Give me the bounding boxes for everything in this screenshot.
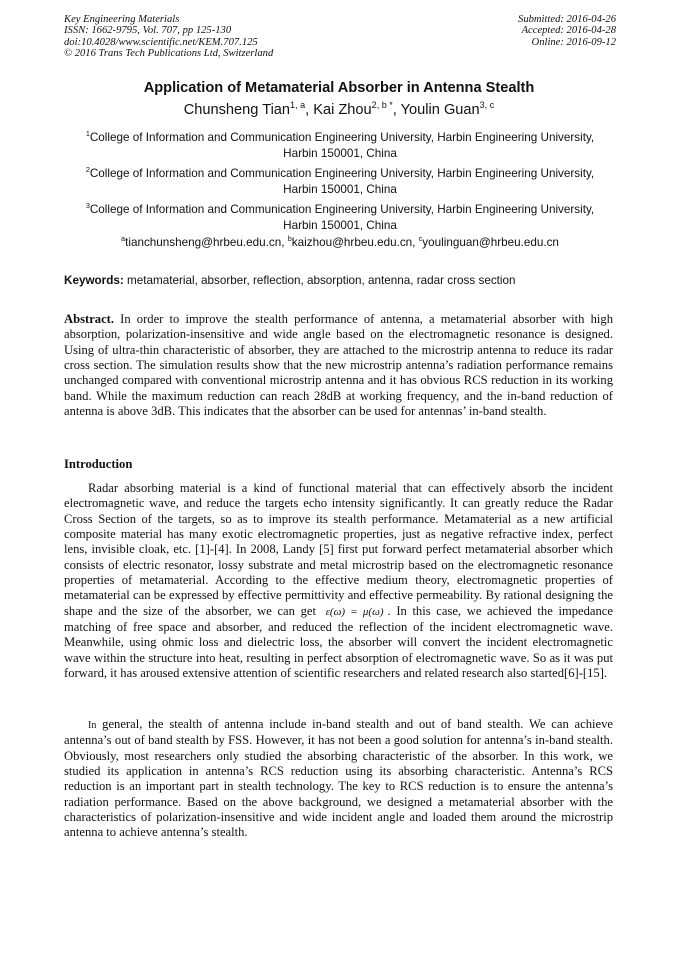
dates-header <box>518 14 616 48</box>
affiliation-line: Harbin 150001, China <box>283 183 397 196</box>
affiliation-line: College of Information and Communication Engineering University, Harbin Engineering University, <box>89 167 595 180</box>
equation: ε(ω) = μ(ω) <box>325 605 384 618</box>
journal-copyright: © 2016 Trans Tech Publications Ltd, Switzerland <box>64 48 274 60</box>
accepted-date: Accepted: 2016-04-28 <box>521 25 616 37</box>
paragraph-lead: In <box>88 720 97 731</box>
author-name: Kai Zhou <box>313 102 372 118</box>
email-link[interactable]: kaizhou@hrbeu.edu.cn <box>291 236 413 249</box>
journal-issn: ISSN: 1662-9795, Vol. 707, pp 125-130 <box>64 25 232 37</box>
email-sup: b <box>287 234 292 244</box>
author-sup: 3, c <box>479 100 495 111</box>
email-link[interactable]: tianchunsheng@hrbeu.edu.cn <box>125 236 282 249</box>
affiliation-sup: 3 <box>85 201 90 211</box>
affiliation-line: Harbin 150001, China <box>283 147 397 160</box>
paragraph-text: general, the stealth of antenna include in-band stealth and out of band stealth. We can achieve antenna’s out of band stealth by FSS. However, it has not been a good solution for antenna’s in-band stealth. Obviously, most researchers only studied the absorbing characteristic of the absorber. In this work, we studied its application in antenna’s RCS reduction using its absorbing characteristic. Antenna’s RCS reduction is an important part in stealth technology. The key to RCS reduction is to ensure the antenna’s radiation performance. Based on the above background, we designed a metamaterial absorber with the characteristics of polarization-insensitive and wide incident angle and loaded them around the microstrip antenna to achieve antenna’s stealth. <box>64 717 613 840</box>
keywords-text: metamaterial, absorber, reflection, absorption, antenna, radar cross section <box>127 274 516 287</box>
affiliation-line: College of Information and Communication Engineering University, Harbin Engineering University, <box>89 131 595 144</box>
author-sup: 2, b * <box>371 100 393 111</box>
email-list: $^a$tianchunsheng@hrbeu.edu.cn, $^b$kaizhou@hrbeu.edu.cn, $^c$youlinguan@hrbeu.edu.cn <box>121 234 559 249</box>
journal-header <box>64 14 273 60</box>
email-sup: c <box>418 234 423 244</box>
keywords-line <box>64 274 616 287</box>
affiliation-line: Harbin 150001, China <box>283 219 397 232</box>
section-heading: Introduction <box>64 457 133 471</box>
keywords-label: Keywords: <box>64 274 124 287</box>
abstract <box>64 312 613 419</box>
journal-doi[interactable]: doi:10.4028/www.scientific.net/KEM.707.125 <box>64 36 258 48</box>
paper-title: Application of Metamaterial Absorber in Antenna Stealth <box>143 80 535 96</box>
affiliation-line: College of Information and Communication Engineering University, Harbin Engineering University, <box>89 203 595 216</box>
author-name: Chunsheng Tian <box>183 102 291 118</box>
paragraph-text: . In this case, we achieved the impedance matching of free space and absorber, and reduced the reflection of the incident electromagnetic wave. Meanwhile, using ohmic loss and dielectric loss, the absorber will convert the incident electromagnetic wave within the structure into heat, resulting in perfect absorption of electromagnetic wave. So as it was put forward, it has aroused extensive attention of scientific researchers and related research also started[6]-[15]. <box>64 603 613 681</box>
email-link[interactable]: youlinguan@hrbeu.edu.cn <box>422 236 559 249</box>
author-name: Youlin Guan <box>400 102 480 118</box>
online-date: Online: 2016-09-12 <box>531 36 616 48</box>
intro-paragraph-1 <box>64 481 613 681</box>
paragraph-text: Radar absorbing material is a kind of functional material that can effectively absorb the incident electromagnetic wave, and reduce the targets echo intensity significantly. It can greatly reduce the Radar Cross Section of the targets, so as to improve its stealth performance. Metamaterial as a new artificial composite material has many exotic electromagnetic properties, just as negative refractive index, perfect lens, invisible cloak, etc. [1]-[4]. In 2008, Landy [5] first put forward perfect metamaterial absorber which consists of electric resonator, lossy substrate and metal microstrip based on the electromagnetic resonance properties of metamaterial. According to the effective medium theory, electromagnetic properties of metamaterial can be expressed by effective permittivity and effective permeability. By rational designing the shape and the size of the absorber, we can get <box>64 481 613 618</box>
submitted-date: Submitted: 2016-04-26 <box>518 14 616 25</box>
abstract-text: In order to improve the stealth performance of antenna, a metamaterial absorber with high absorption, polarization-insensitive and wide angle based on the electromagnetic resonance is designed. Using of ultra-thin characteristic of absorber, they are attached to the microstrip antenna to reduce its radar cross section. The simulation results show that the new microstrip antenna’s radiation performance remains unchanged compared with conventional microstrip antenna and it has obvious RCS reduction in its working band. While the maximum reduction can reach 28dB at working frequency, and the in-band reduction of antenna is above 3dB. This indicates that the absorber can be used for antennas’ in-band stealth. <box>64 312 613 419</box>
author-sup: 1, a <box>290 100 306 111</box>
affiliation-sup: 1 <box>85 129 90 139</box>
abstract-label: Abstract. <box>64 312 115 326</box>
affiliation-sup: 2 <box>85 165 90 175</box>
journal-name: Key Engineering Materials <box>64 14 180 25</box>
email-sup: a <box>121 234 126 244</box>
affiliation <box>64 130 616 162</box>
author-list: Chunsheng Tian$^{1, a}$, Kai Zhou$^{2, b *}$, Youlin Guan$^{3, c}$ <box>183 100 495 118</box>
affiliation <box>64 202 616 234</box>
affiliation <box>64 166 616 198</box>
intro-paragraph-2 <box>64 717 613 841</box>
